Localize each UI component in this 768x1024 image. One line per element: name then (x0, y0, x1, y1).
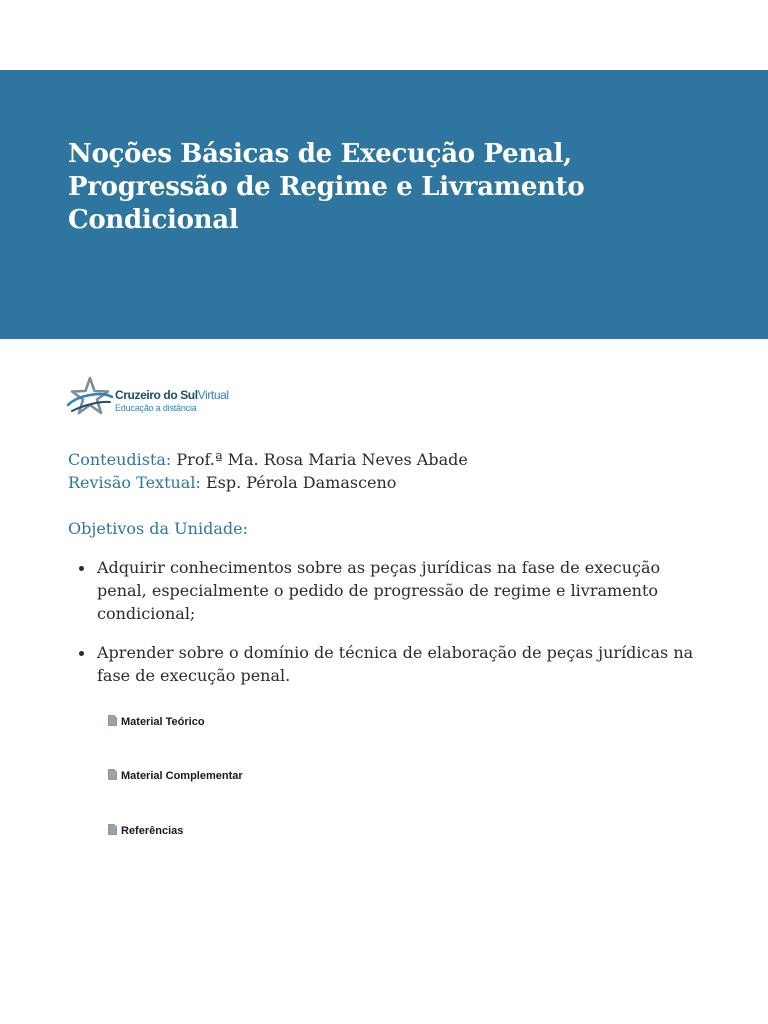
logo (66, 375, 256, 421)
logo-name (115, 388, 229, 402)
review-line (68, 471, 468, 494)
objectives-title: Objetivos da Unidade: (68, 519, 248, 538)
document-icon (108, 769, 117, 780)
review-label: Revisão Textual: (68, 473, 201, 492)
review-value: Esp. Pérola Damasceno (205, 473, 397, 492)
star-orbit-logo-icon (66, 375, 114, 421)
title-banner (0, 70, 768, 339)
author-value: Prof.ª Ma. Rosa Maria Neves Abade (176, 450, 468, 469)
logo-name-part1: Cruzeiro do Sul (115, 388, 198, 402)
material-label: Material Complementar (121, 770, 243, 782)
list-item (74, 556, 694, 625)
material-complementar-link[interactable] (108, 769, 243, 785)
credits (68, 448, 468, 494)
bullet-icon (79, 651, 84, 656)
author-line (68, 448, 468, 471)
logo-tagline: Educação a distância (115, 403, 197, 413)
document-icon (108, 824, 117, 835)
logo-name-part2: Virtual (197, 388, 229, 402)
referencias-link[interactable] (108, 824, 183, 840)
list-item (74, 641, 694, 687)
document-icon (108, 715, 117, 726)
objective-text: Aprender sobre o domínio de técnica de elaboração de peças jurídicas na fase de execução penal. (97, 643, 694, 685)
material-label: Material Teórico (121, 716, 205, 728)
objectives-list (74, 556, 694, 703)
material-teorico-link[interactable] (108, 715, 205, 731)
author-label: Conteudista: (68, 450, 172, 469)
bullet-icon (79, 566, 84, 571)
page-title: Noções Básicas de Execução Penal, Progressão de Regime e Livramento Condicional (68, 139, 585, 235)
objective-text: Adquirir conhecimentos sobre as peças jurídicas na fase de execução penal, especialmente o pedido de progressão de regime e livramento condicional; (97, 558, 661, 623)
material-label: Referências (121, 825, 184, 837)
